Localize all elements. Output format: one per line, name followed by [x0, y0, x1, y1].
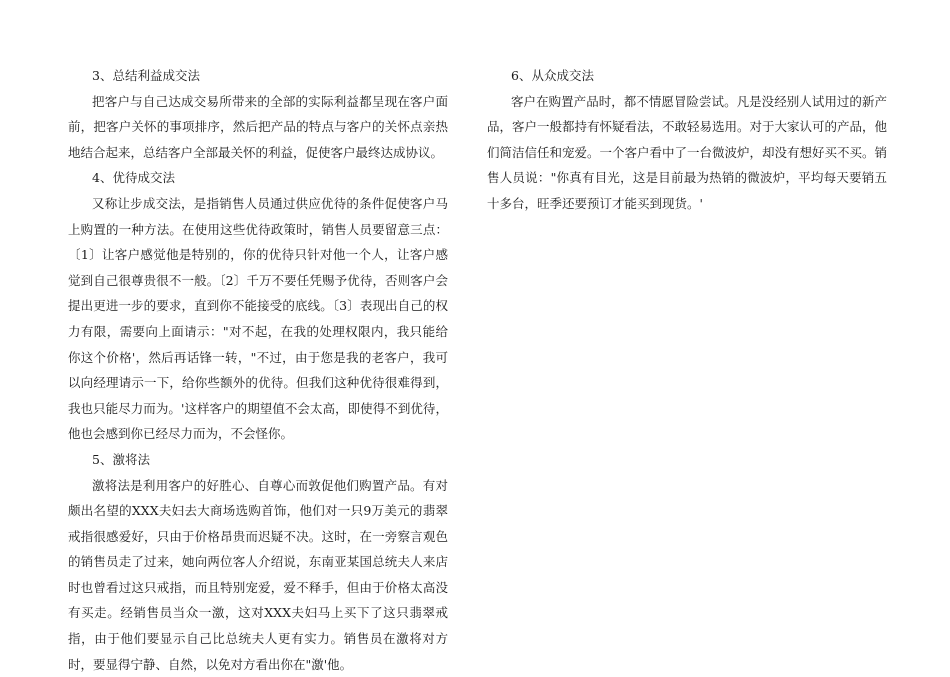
- section-4-heading: 4、优待成交法: [68, 165, 448, 191]
- section-4-paragraph: 又称让步成交法，是指销售人员通过供应优待的条件促使客户马上购置的一种方法。在使用这些优待政策时，销售人员要留意三点：〔1〕让客户感觉他是特别的，你的优待只针对他一个人，让客户感觉到自己很尊贵很不一般。〔2〕千万不要任凭赐予优待，否则客户会提出更进一步的要求，直到你不能接受的底线。〔3〕表现出自己的权力有限，需要向上面请示："对不起，在我的处理权限内，我只能给你这个价格'，然后再话锋一转，"不过，由于您是我的老客户，我可以向经理请示一下，给你些额外的优待。但我们这种优待很难得到，我也只能尽力而为。'这样客户的期望值不会太高，即使得不到优待，他也会感到你已经尽力而为，不会怪你。: [68, 191, 448, 447]
- right-column: [487, 63, 887, 217]
- section-3-heading: 3、总结利益成交法: [68, 63, 448, 89]
- section-3-paragraph: 把客户与自己达成交易所带来的全部的实际利益都呈现在客户面前，把客户关怀的事项排序，然后把产品的特点与客户的关怀点亲热地结合起来，总结客户全部最关怀的利益，促使客户最终达成协议。: [68, 89, 448, 166]
- section-5-heading: 5、激将法: [68, 447, 448, 473]
- left-column: [68, 63, 448, 677]
- section-5-paragraph: 激将法是利用客户的好胜心、自尊心而敦促他们购置产品。有对颇出名望的XXX夫妇去大商场选购首饰，他们对一只9万美元的翡翠戒指很感爱好，只由于价格昂贵而迟疑不决。这时，在一旁察言观色的销售员走了过来，她向两位客人介绍说，东南亚某国总统夫人来店时也曾看过这只戒指，而且特别宠爱，爱不释手，但由于价格太高没有买走。经销售员当众一激，这对XXX夫妇马上买下了这只翡翠戒指，由于他们要显示自己比总统夫人更有实力。销售员在激将对方时，要显得宁静、自然，以免对方看出你在"激'他。: [68, 473, 448, 677]
- section-6-paragraph: 客户在购置产品时，都不情愿冒险尝试。凡是没经别人试用过的新产品，客户一般都持有怀疑看法，不敢轻易选用。对于大家认可的产品，他们简洁信任和宠爱。一个客户看中了一台微波炉，却没有想好买不买。销售人员说："你真有目光，这是目前最为热销的微波炉，平均每天要销五十多台，旺季还要预订才能买到现货。': [487, 89, 887, 217]
- section-6-heading: 6、从众成交法: [487, 63, 887, 89]
